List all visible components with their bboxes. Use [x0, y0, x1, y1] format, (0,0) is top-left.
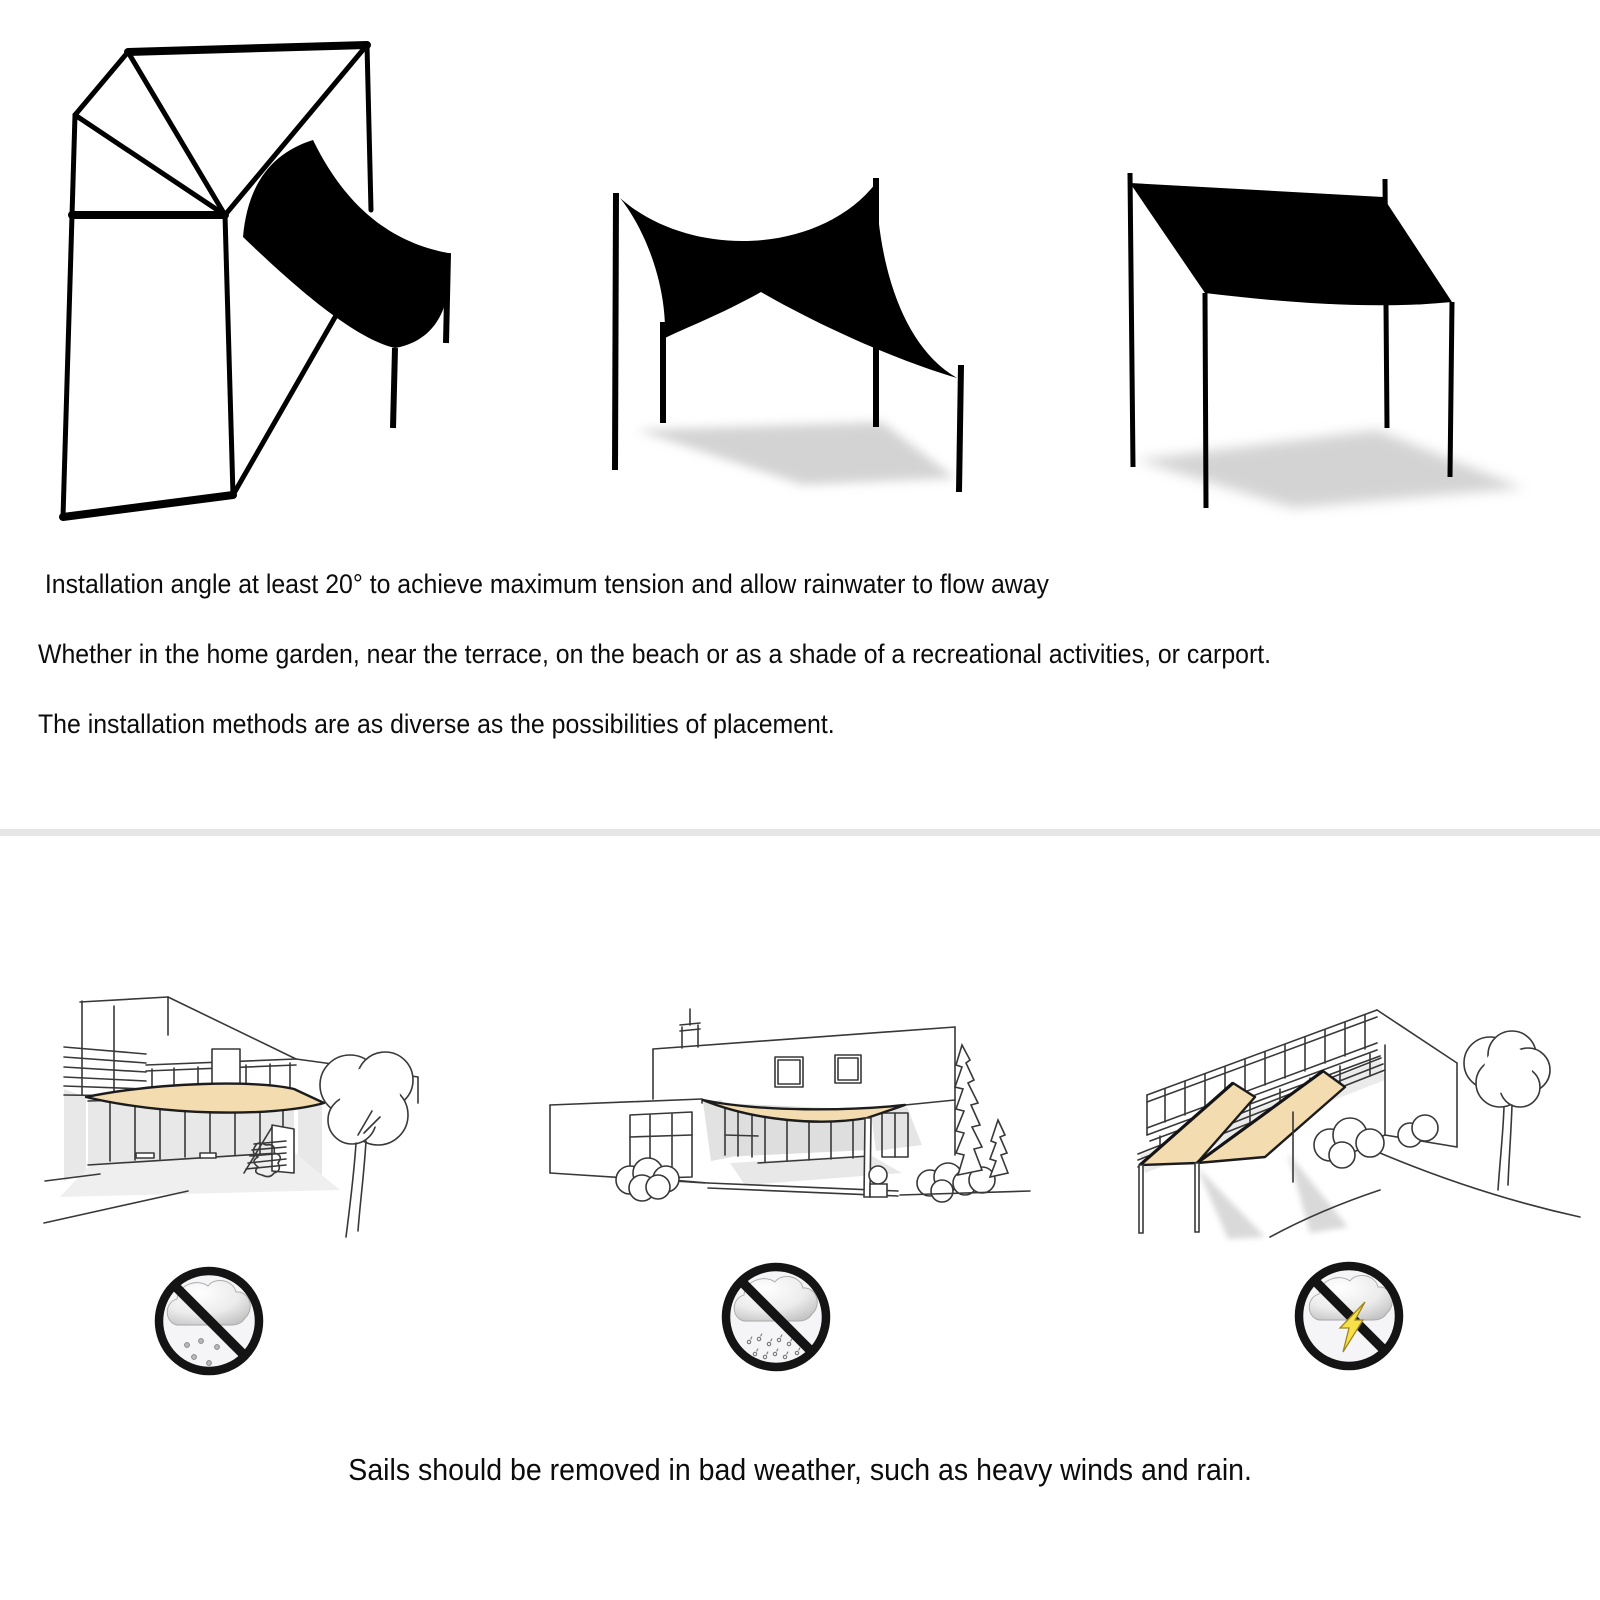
section-divider: [0, 829, 1600, 836]
terrace-house-sail-sketch: [530, 985, 1040, 1245]
intro-line-2: Whether in the home garden, near the terrace, on the beach or as a shade of a recreational activities, or carport.: [38, 639, 1272, 669]
bad-weather-caption: Sails should be removed in bad weather, such as heavy winds and rain.: [348, 1452, 1252, 1487]
four-pole-saddle-sail-icon: [570, 130, 1040, 530]
wall-mounted-sail-icon: [30, 20, 530, 530]
no-snow-icon: [149, 1261, 269, 1381]
awning-frame-sail-icon: [1080, 130, 1550, 530]
no-rain-icon: [716, 1257, 836, 1377]
hillside-house-sail-sketch: [1080, 985, 1590, 1245]
intro-line-1: Installation angle at least 20° to achieve maximum tension and allow rainwater to flow away: [38, 569, 1049, 599]
no-lightning-icon: [1289, 1256, 1409, 1376]
courtyard-house-sail-sketch: [40, 985, 460, 1285]
intro-line-3: The installation methods are as diverse as the possibilities of placement.: [38, 709, 835, 739]
